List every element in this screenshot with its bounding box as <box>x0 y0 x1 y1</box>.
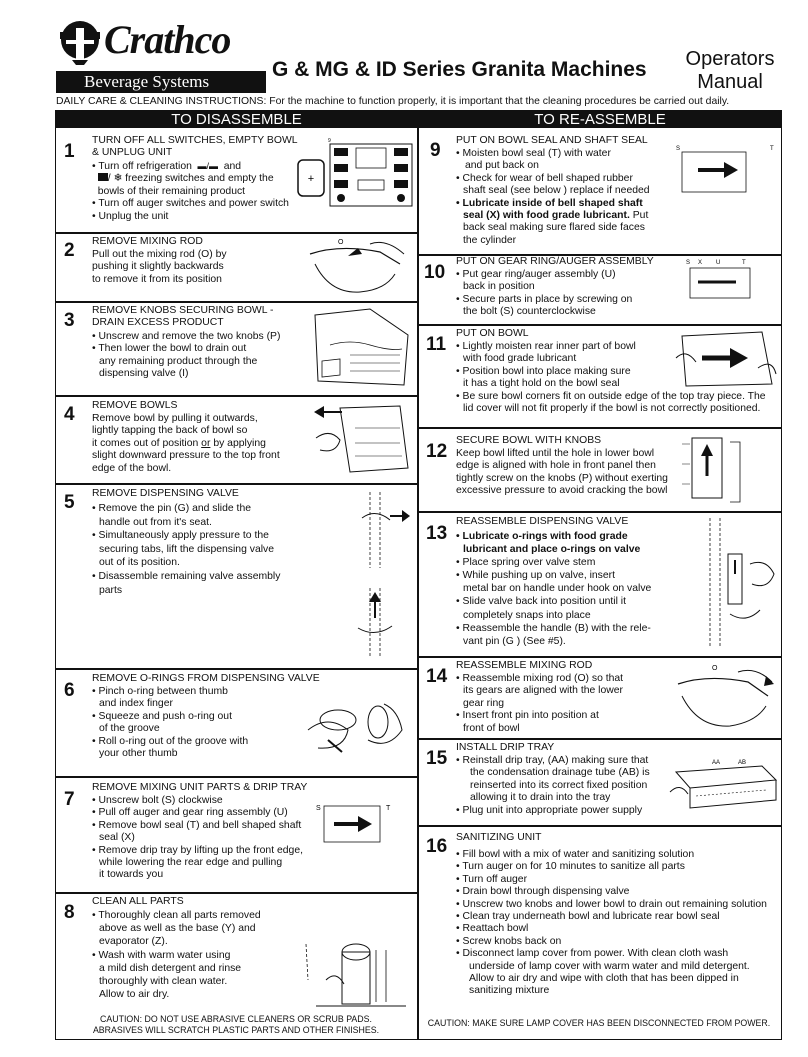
instruction-text: sanitizing mixture <box>469 985 550 997</box>
instruction-text: • Simultaneously apply pressure to the <box>92 530 269 542</box>
mixing-rod-reassemble-illustration <box>668 660 780 734</box>
instruction-text: • Check for wear of bell shaped rubber <box>456 172 633 184</box>
instruction-text: lubricant and place o-rings on valve <box>463 544 641 556</box>
step-instructions <box>92 413 280 475</box>
step-separator <box>56 892 417 894</box>
part-label: X <box>698 260 703 266</box>
step-number: 10 <box>424 262 446 283</box>
instruction-text: metal bar on handle under hook on valve <box>463 583 652 595</box>
document-type-line2: Manual <box>697 71 763 93</box>
instruction-text: • Thoroughly clean all parts removed <box>92 910 261 921</box>
document-type-line1: Operators <box>685 48 775 70</box>
step-number: 7 <box>64 789 75 810</box>
instruction-text: it comes out of position <box>92 437 199 449</box>
step-title: REMOVE DISPENSING VALVE <box>92 488 239 499</box>
step-title: REMOVE MIXING ROD <box>92 236 203 247</box>
step-number: 13 <box>426 523 448 544</box>
step-number: 1 <box>64 141 75 162</box>
instruction-text: • Remove drip tray by lifting up the front edge, <box>92 844 303 856</box>
document-title: G & MG & ID Series Granita Machines <box>272 58 647 81</box>
caution-line: CAUTION: DO NOT USE ABRASIVE CLEANERS OR SCRUB PADS. <box>100 1014 372 1024</box>
instruction-text: Remove bowl by pulling it outwards, <box>92 413 258 424</box>
step-instructions <box>92 160 289 223</box>
part-label: T <box>742 260 746 266</box>
instruction-text: or <box>201 437 211 449</box>
instruction-text: • Screw knobs back on <box>456 935 562 947</box>
intro-text: DAILY CARE & CLEANING INSTRUCTIONS: For the machine to function properly, it is important that the cleaning procedures be carried out daily. <box>56 96 730 107</box>
step-number: 5 <box>64 492 75 513</box>
instruction-text: • Reassemble mixing rod (O) so that <box>456 673 624 684</box>
drip-tray-illustration <box>666 752 780 820</box>
instruction-text: • Reinstall drip tray, (AA) making sure that <box>456 755 649 766</box>
column-divider <box>417 110 419 1040</box>
instruction-text: back seal making sure flared side faces <box>463 222 645 234</box>
part-label: T <box>770 146 774 152</box>
step-number: 11 <box>426 334 447 355</box>
step-title: REASSEMBLE MIXING ROD <box>456 660 593 671</box>
instruction-text: underside of lamp cover with warm water and mild detergent. <box>469 960 750 972</box>
step-instructions <box>92 249 227 286</box>
mixing-unit-parts-illustration <box>314 800 394 848</box>
column-header-reassemble: TO RE-ASSEMBLE <box>419 111 781 128</box>
instruction-text: • Wash with warm water using <box>92 949 231 961</box>
instruction-text: Pull out the mixing rod (O) by <box>92 249 227 260</box>
instruction-text: • Unscrew bolt (S) clockwise <box>92 795 223 806</box>
instruction-text: while lowering the rear edge and pulling <box>99 857 283 869</box>
part-label: U <box>716 260 721 266</box>
instruction-text: completely snaps into place <box>463 609 591 621</box>
instruction-text: lid cover will not fit properly if the bowl is not correctly positioned. <box>463 403 761 415</box>
step-separator <box>419 656 781 658</box>
crathco-logo-icon <box>58 18 102 66</box>
caution-abrasives <box>58 1014 414 1036</box>
instruction-text: • While pushing up on valve, insert <box>456 570 616 582</box>
step-separator <box>419 738 781 740</box>
instruction-text: evaporator (Z). <box>99 936 168 948</box>
instruction-text: it has a tight hold on the bowl seal <box>463 378 620 390</box>
step-number: 4 <box>64 404 75 425</box>
instruction-text: gear ring <box>463 697 505 709</box>
instruction-text: the cylinder <box>463 234 517 246</box>
instruction-text: • Lightly moisten rear inner part of bowl <box>456 341 636 352</box>
instruction-text: Allow to air dry and wipe with cloth that has been dipped in <box>469 973 739 985</box>
step-instructions <box>92 686 248 760</box>
step-number: 15 <box>426 748 448 769</box>
instruction-text: • Disconnect lamp cover from power. With clean cloth wash <box>456 948 729 960</box>
step-separator <box>56 395 417 397</box>
document-type <box>678 48 782 94</box>
remove-bowl-illustration <box>310 398 414 480</box>
instruction-text: • Unscrew two knobs and lower bowl to drain out remaining solution <box>456 898 767 910</box>
instruction-text: • Clean tray underneath bowl and lubricate rear bowl seal <box>456 911 720 923</box>
instruction-text: out of its position. <box>99 557 180 569</box>
instruction-text: • Then lower the bowl to drain out <box>92 343 247 355</box>
instruction-text: a mild dish detergent and rinse <box>99 962 242 974</box>
instruction-text: seal (X) with food grade lubricant. <box>463 210 630 222</box>
instruction-text: freezing switches and empty the <box>125 173 274 185</box>
put-on-bowl-illustration <box>672 328 780 390</box>
step-separator <box>56 776 417 778</box>
step-separator <box>419 511 781 513</box>
panel-mark: 9 <box>328 138 331 144</box>
instruction-text: of the groove <box>99 723 160 735</box>
instruction-text: seal (X) <box>99 832 135 844</box>
step-number: 3 <box>64 310 75 331</box>
clean-parts-illustration <box>286 940 412 1012</box>
caution-lamp-cover: CAUTION: MAKE SURE LAMP COVER HAS BEEN DISCONNECTED FROM POWER. <box>427 1018 771 1028</box>
instruction-text: • Insert front pin into position at <box>456 710 599 722</box>
instruction-text: to remove it from its position <box>92 273 222 285</box>
reassemble-valve-illustration <box>690 514 778 652</box>
caution-line: ABRASIVES WILL SCRATCH PLASTIC PARTS AND OTHER FINISHES. <box>92 1025 380 1035</box>
instruction-text: Allow to air dry. <box>99 989 170 1001</box>
instruction-text: Keep bowl lifted until the hole in lower bowl <box>456 448 655 459</box>
instruction-text: / <box>107 173 114 185</box>
instruction-text: • Turn off auger switches and power switch <box>92 198 289 210</box>
instruction-text: thoroughly with clean water. <box>99 976 228 988</box>
brand-name: Crathco <box>104 17 231 62</box>
instruction-text: tightly screw on the knobs (P) without exerting <box>456 472 668 484</box>
step-title: PUT ON BOWL SEAL AND SHAFT SEAL <box>456 135 648 146</box>
step-title: SECURE BOWL WITH KNOBS <box>456 435 602 446</box>
part-label: S <box>686 260 691 266</box>
instruction-text: with food grade lubricant <box>463 353 577 365</box>
instruction-text: • Roll o-ring out of the groove with <box>92 735 249 747</box>
part-label: O <box>712 665 718 672</box>
step-instructions <box>456 148 650 247</box>
mixing-rod-illustration <box>300 234 412 298</box>
instruction-text: by applying <box>213 437 266 449</box>
instruction-text: • Turn off refrigeration <box>92 161 192 172</box>
secure-knobs-illustration <box>680 432 776 508</box>
instruction-text: • Lubricate inside of bell shaped shaft <box>456 197 643 209</box>
step-separator <box>419 324 781 326</box>
step-instructions <box>92 795 303 882</box>
instruction-text: • Secure parts in place by screwing on <box>456 293 633 305</box>
step-separator <box>56 483 417 485</box>
instruction-text: any remaining product through the <box>99 355 258 367</box>
step-instructions <box>456 448 668 498</box>
part-label: T <box>386 805 391 812</box>
instruction-text: • Place spring over valve stem <box>456 557 596 569</box>
instruction-text: your other thumb <box>99 748 178 760</box>
step-title: PUT ON GEAR RING/AUGER ASSEMBLY <box>456 256 654 267</box>
step-instructions <box>456 673 623 735</box>
step-instructions <box>92 909 261 1001</box>
instruction-text: • Reattach bowl <box>456 923 529 935</box>
instruction-text: dispensing valve (I) <box>99 368 189 380</box>
instruction-text: and put back on <box>465 160 539 172</box>
instruction-text: securing tabs, lift the dispensing valve <box>99 543 275 555</box>
step-separator <box>419 825 781 827</box>
control-panel-illustration <box>296 134 414 210</box>
instruction-text: its gears are aligned with the lower <box>463 685 623 697</box>
part-label: O <box>338 239 344 246</box>
refrigeration-icon: ▬/▬ <box>197 161 219 171</box>
instruction-text: • Reassemble the handle (B) with the rele- <box>456 622 651 634</box>
instruction-text: front of bowl <box>463 722 520 734</box>
step-title-line: TURN OFF ALL SWITCHES, EMPTY BOWL <box>92 135 298 146</box>
step-title: INSTALL DRIP TRAY <box>456 742 555 753</box>
column-header-disassemble: TO DISASSEMBLE <box>56 111 417 128</box>
step-number: 9 <box>430 140 441 161</box>
step-number: 14 <box>426 666 448 687</box>
step-separator <box>419 427 781 429</box>
instruction-text: • Squeeze and push o-ring out <box>92 710 232 722</box>
instruction-text: Put <box>632 210 649 222</box>
step-title: REMOVE O-RINGS FROM DISPENSING VALVE <box>92 673 320 684</box>
instruction-text: pushing it slightly backwards <box>92 261 224 273</box>
instruction-text: • Lubricate o-rings with food grade <box>456 531 628 542</box>
instruction-text: • Disassemble remaining valve assembly <box>92 570 281 582</box>
instruction-text: • Turn off auger <box>456 873 528 885</box>
instruction-text: and index finger <box>99 698 173 710</box>
step-title-line: & UNPLUG UNIT <box>92 147 173 159</box>
instruction-text: • Unplug the unit <box>92 210 169 222</box>
instruction-text: bowls of their remaining product <box>97 185 246 197</box>
step-title: SANITIZING UNIT <box>456 832 542 843</box>
step-instructions <box>456 530 651 648</box>
instruction-text: above as well as the base (Y) and <box>99 923 256 935</box>
switch-icon <box>98 173 108 181</box>
step-separator <box>56 301 417 303</box>
instruction-text: handle out from it's seat. <box>99 516 212 528</box>
instruction-text: allowing it to drain into the tray <box>470 792 611 804</box>
step-instructions <box>456 849 767 998</box>
instruction-text: reinserted into its correct fixed position <box>470 779 648 791</box>
instruction-text: • Unscrew and remove the two knobs (P) <box>92 331 281 342</box>
step-title-line: REMOVE KNOBS SECURING BOWL - <box>92 305 274 316</box>
step-title: REASSEMBLE DISPENSING VALVE <box>456 516 629 527</box>
instruction-text: it towards you <box>99 869 164 881</box>
bowl-knobs-illustration <box>310 305 414 391</box>
step-number: 16 <box>426 836 448 857</box>
instruction-text: • Slide valve back into position until it <box>456 596 626 608</box>
step-instructions <box>456 755 650 817</box>
step-title <box>92 305 273 330</box>
instruction-text: the condensation drainage tube (AB) is <box>470 767 650 779</box>
instruction-text: excessive pressure to avoid cracking the bowl <box>456 485 668 497</box>
instruction-text: • Remove the pin (G) and slide the <box>92 503 252 514</box>
instruction-text: slight downward pressure to the top front <box>92 450 280 462</box>
instruction-text: • Plug unit into appropriate power supply <box>456 804 643 816</box>
step-instructions <box>92 502 280 597</box>
step-title-line: DRAIN EXCESS PRODUCT <box>92 317 224 329</box>
instruction-text: • Be sure bowl corners fit on outside edge of the top tray piece. The <box>456 390 766 402</box>
panel-mark: + <box>307 173 315 185</box>
instruction-text: • Remove bowl seal (T) and bell shaped shaft <box>92 819 302 831</box>
instruction-text: • Position bowl into place making sure <box>456 365 631 377</box>
instruction-text: • Put gear ring/auger assembly (U) <box>456 269 616 280</box>
step-instructions <box>92 331 280 381</box>
instruction-text: lightly tapping the back of bowl so <box>92 425 248 437</box>
instruction-text: edge of the bowl. <box>92 462 172 474</box>
brand-tagline: Beverage Systems <box>56 71 266 93</box>
instruction-text: back in position <box>463 281 535 293</box>
step-instructions <box>456 269 632 319</box>
step-title <box>92 135 298 160</box>
step-number: 6 <box>64 680 75 701</box>
part-label: AA <box>712 760 721 766</box>
step-title: PUT ON BOWL <box>456 328 529 339</box>
step-number: 8 <box>64 902 75 923</box>
instruction-text: • Pull off auger and gear ring assembly (U) <box>92 807 288 819</box>
snowflake-icon: ❄ <box>113 173 123 185</box>
o-ring-hands-illustration <box>298 690 410 760</box>
part-label: AB <box>738 760 747 766</box>
step-number: 12 <box>426 441 448 462</box>
instruction-text: and <box>223 161 242 172</box>
dispensing-valve-illustration <box>340 488 414 664</box>
instruction-text: edge is aligned with hole in front panel then <box>456 460 656 472</box>
instruction-text: • Drain bowl through dispensing valve <box>456 886 630 898</box>
part-label: S <box>676 146 681 152</box>
step-title: REMOVE BOWLS <box>92 400 178 411</box>
instruction-text: the bolt (S) counterclockwise <box>463 306 596 318</box>
step-number: 2 <box>64 240 75 261</box>
step-title: CLEAN ALL PARTS <box>92 896 184 907</box>
instruction-text: • Pinch o-ring between thumb <box>92 686 228 697</box>
instruction-text: • Fill bowl with a mix of water and sanitizing solution <box>456 849 695 860</box>
instruction-text: vant pin (G ) (See #5). <box>463 635 566 647</box>
instruction-text: parts <box>99 584 123 596</box>
instruction-text: shaft seal (see below ) replace if needed <box>463 185 650 197</box>
bowl-seal-illustration <box>674 140 780 200</box>
step-title: REMOVE MIXING UNIT PARTS & DRIP TRAY <box>92 782 308 793</box>
part-label: S <box>316 805 321 812</box>
step-separator <box>56 668 417 670</box>
instruction-text: • Turn auger on for 10 minutes to sanitize all parts <box>456 861 685 873</box>
gear-ring-illustration <box>684 256 780 306</box>
instruction-text: • Moisten bowl seal (T) with water <box>456 148 611 159</box>
